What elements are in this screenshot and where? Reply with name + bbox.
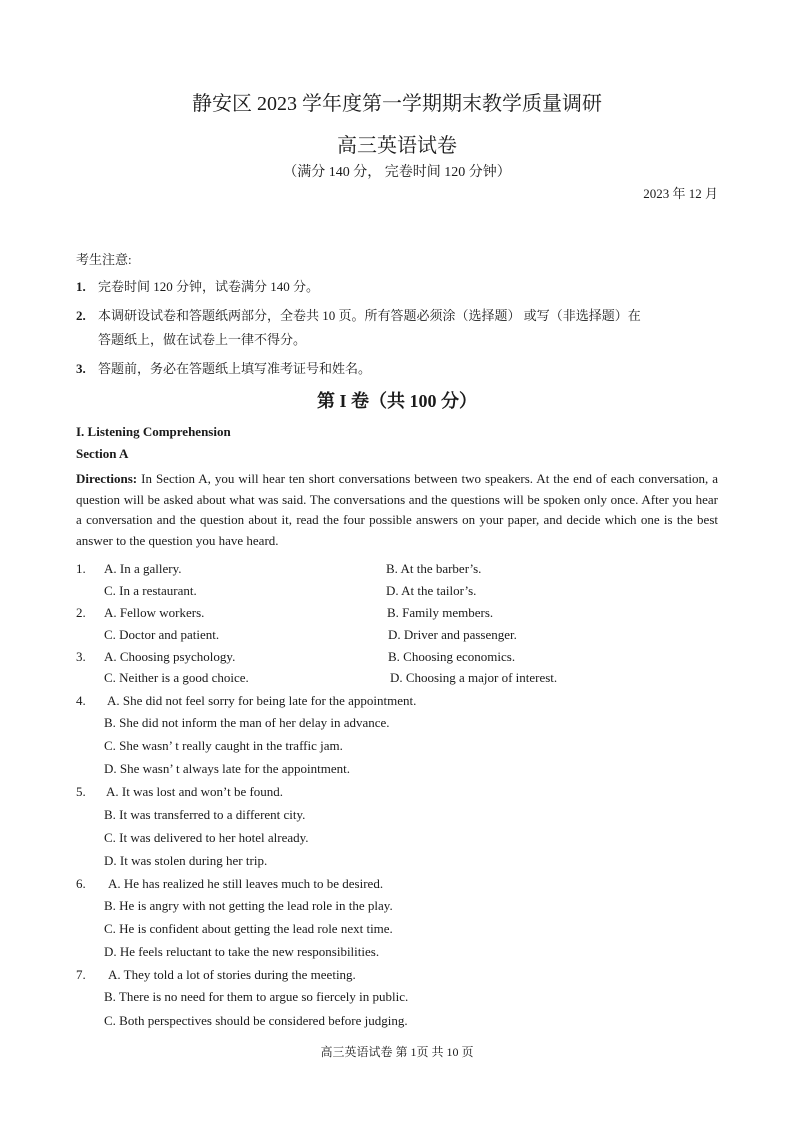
directions-text: In Section A, you will hear ten short conversations between two speakers. At the end of each conversation, a question will be asked about what was said. The conversations and the questions will be spoken only once. After you hear a conversation and the question about it, read the four possible answers on your paper, and decide which one is the best answer to the question you have heard.	[76, 471, 718, 549]
exam-title: 静安区 2023 学年度第一学期期末教学质量调研	[192, 93, 602, 115]
exam-subtitle: 高三英语试卷	[337, 135, 457, 157]
option-a: A. She did not feel sorry for being late for the appointment.	[107, 693, 417, 708]
option-a: A. In a gallery.	[104, 561, 182, 576]
notice-number: 1.	[76, 279, 86, 294]
notice-item-1	[76, 276, 319, 295]
question-number: 7.	[76, 967, 86, 982]
section-subheading: Section A	[76, 446, 129, 461]
option-a: A. They told a lot of stories during the meeting.	[108, 967, 356, 982]
question-number: 5.	[76, 784, 86, 799]
question-number: 2.	[76, 605, 86, 620]
part-title: 第 I 卷（共 100 分）	[316, 391, 477, 411]
question-number: 1.	[76, 561, 86, 576]
option-d: D. At the tailor’s.	[386, 583, 477, 598]
option-a: A. He has realized he still leaves much to be desired.	[108, 876, 384, 891]
notice-text: 答题前，务必在答题纸上填写准考证号和姓名。	[98, 361, 372, 376]
notice-number: 2.	[76, 308, 86, 323]
question-number: 4.	[76, 693, 86, 708]
option-b: B. Choosing economics.	[388, 649, 516, 664]
option-a: A. Fellow workers.	[104, 605, 205, 620]
option-c: C. He is confident about getting the lead role next time.	[104, 921, 393, 936]
exam-date: 2023 年 12 月	[643, 186, 718, 201]
option-b: B. He is angry with not getting the lead role in the play.	[104, 898, 393, 913]
notice-text: 完卷时间 120 分钟，试卷满分 140 分。	[98, 279, 320, 294]
page-footer: 高三英语试卷 第 1页 共 10 页	[320, 1045, 474, 1059]
option-c: C. Neither is a good choice.	[104, 670, 249, 685]
option-c: C. She wasn’ t really caught in the traffic jam.	[104, 738, 343, 753]
option-d: D. Choosing a major of interest.	[390, 670, 558, 685]
option-d: D. It was stolen during her trip.	[104, 853, 268, 868]
notice-text: 本调研设试卷和答题纸两部分，全卷共 10 页。所有答题必须涂（选择题） 或写（非选择题）在	[98, 308, 641, 323]
option-c: C. Both perspectives should be considered before judging.	[104, 1013, 408, 1028]
directions	[76, 469, 718, 552]
question-number: 6.	[76, 876, 86, 891]
option-c: C. In a restaurant.	[104, 583, 197, 598]
option-c: C. Doctor and patient.	[104, 627, 220, 642]
option-d: D. Driver and passenger.	[388, 627, 517, 642]
notice-heading: 考生注意:	[76, 252, 132, 267]
question-number: 3.	[76, 649, 86, 664]
score-info: （满分 140 分， 完卷时间 120 分钟）	[283, 165, 511, 180]
notice-item-2	[76, 305, 641, 324]
option-a: A. Choosing psychology.	[104, 649, 236, 664]
option-b: B. Family members.	[387, 605, 494, 620]
option-b: B. It was transferred to a different city.	[104, 807, 306, 822]
notice-number: 3.	[76, 361, 86, 376]
option-b: B. She did not inform the man of her delay in advance.	[104, 715, 390, 730]
option-d: D. He feels reluctant to take the new responsibilities.	[104, 944, 380, 959]
option-c: C. It was delivered to her hotel already.	[104, 830, 309, 845]
option-b: B. At the barber’s.	[386, 561, 482, 576]
notice-item-3	[76, 358, 371, 377]
section-heading: I. Listening Comprehension	[76, 424, 231, 439]
directions-label: Directions:	[76, 471, 138, 486]
option-b: B. There is no need for them to argue so fiercely in public.	[104, 989, 409, 1004]
notice-item-2-continued: 答题纸上，做在试卷上一律不得分。	[98, 332, 307, 347]
option-a: A. It was lost and won’t be found.	[106, 784, 284, 799]
option-d: D. She wasn’ t always late for the appointment.	[104, 761, 350, 776]
